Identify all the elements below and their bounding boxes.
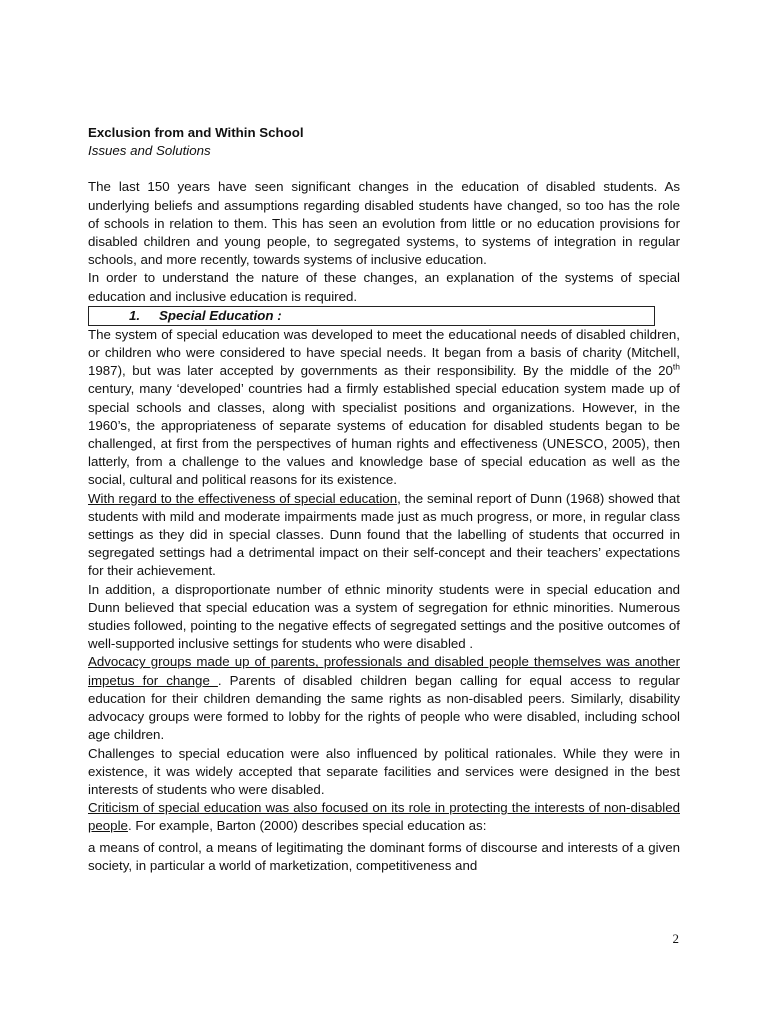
body-paragraph-criticism	[88, 799, 680, 835]
superscript-th: th	[672, 361, 680, 372]
body-paragraph-political: Challenges to special education were also influenced by political rationales. While they were in existence, it was widely accepted that separate facilities and services were designed in the best interests of students who were disabled.	[88, 745, 680, 797]
paragraph-text: century, many ‘developed’ countries had a firmly established special education system made up of special schools and classes, along with specialist positions and organizations. However, in the 1960’s, the appropriateness of separate systems of education for disabled students began to be challenged, at first from the perspectives of human rights and effectiveness (UNESCO, 2005), then latterly, from a challenge to the values and knowledge base of special education as well as the social, cultural and political reasons for its existence.	[88, 381, 680, 488]
body-paragraph-effectiveness	[88, 490, 680, 581]
paragraph-text: , the seminal report of Dunn (1968) showed that students with mild and moderate impairments made just as much progress, or more, in regular class settings as they did in special classes. Dunn found that the labelling of students that occurred in segregated settings had a detrimental impact on their self-concept and their teachers’ expectations for their achievement.	[88, 490, 680, 579]
section-heading-box	[88, 306, 655, 326]
section-number: 1.	[129, 307, 141, 323]
paragraph-text: The system of special education was developed to meet the educational needs of disabled children, or children who were considered to have special needs. It began from a basis of charity (Mitchell, 1987), but was later accepted by governments as their responsibility. By the middle of the 20	[88, 326, 680, 379]
underlined-phrase: With regard to the effectiveness of special education	[88, 490, 398, 506]
body-paragraph-special-education	[88, 326, 680, 490]
intro-paragraph-2: In order to understand the nature of these changes, an explanation of the systems of special education and inclusive education is required.	[88, 270, 680, 304]
body-paragraph-ethnic-minority: In addition, a disproportionate number of ethnic minority students were in special education and Dunn believed that special education was a system of segregation for ethnic minorities. Numerous studies followed, pointing to the negative effects of segregated settings and the positive outcomes of well-supported inclusive settings for students who were disabled .	[88, 581, 680, 652]
body-paragraph-advocacy	[88, 653, 680, 744]
paragraph-text: . Parents of disabled children began calling for equal access to regular education for their children demanding the same rights as non-disabled peers. Similarly, disability advocacy groups were formed to lobby for the rights of people who were disabled, including school age children.	[88, 672, 680, 743]
document-subtitle: Issues and Solutions	[88, 143, 211, 159]
paragraph-text: . For example, Barton (2000) describes special education as:	[127, 818, 487, 834]
document-title: Exclusion from and Within School	[88, 125, 304, 140]
underlined-phrase: Advocacy groups made up of parents, professionals and disabled people themselves was another impetus for change	[88, 654, 680, 688]
underlined-phrase: Criticism of special education was also focused on its role in protecting the interests of non-disabled people	[88, 800, 680, 834]
page-number: 2	[672, 931, 679, 946]
document-page	[88, 124, 680, 875]
intro-paragraph-1: The last 150 years have seen significant changes in the education of disabled students. As underlying beliefs and assumptions regarding disabled students have changed, so too has the role of schools in relation to them. This has seen an evolution from little or no education provisions for disabled children and young people, to segregated systems, to systems of integration in regular schools, and more recently, towards systems of inclusive education.	[88, 179, 680, 268]
body-paragraph-quote: a means of control, a means of legitimating the dominant forms of discourse and interests of a given society, in particular a world of marketization, competitiveness and	[88, 839, 680, 873]
section-heading: Special Education :	[159, 307, 282, 323]
